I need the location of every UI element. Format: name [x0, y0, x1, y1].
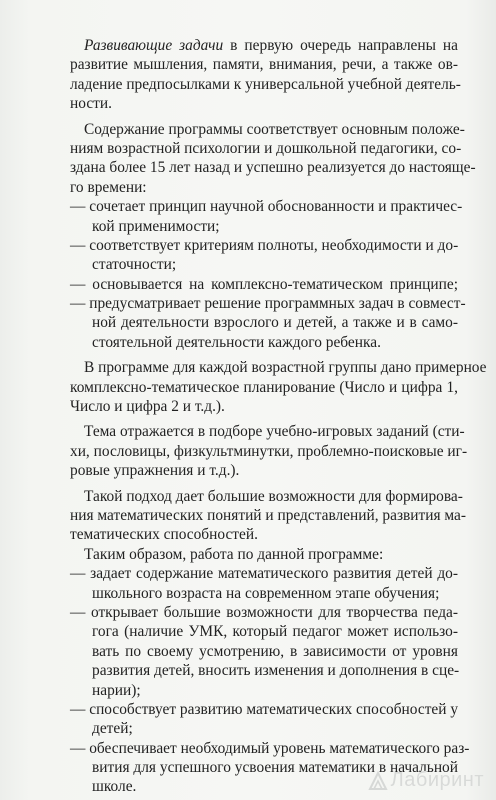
text-line: — основывается на комплексно-тематическом принципе; [70, 275, 458, 293]
text-line: комплексно-тематическое планирование (Число и цифра 1, [70, 378, 458, 396]
text-line: вития для успешного усвоения математики в начальной [92, 759, 458, 777]
text-line: Тема отражается в подборе учебно-игровых заданий (сти- [84, 423, 465, 441]
text-line: детей; [92, 720, 133, 738]
text-line: вать по своему усмотрению, в зависимости от уровня [92, 642, 458, 660]
text-line: Таким образом, работа по данной программе: [84, 545, 384, 563]
text-line: гога (наличие УМК, который педагог может использо- [92, 623, 458, 641]
text-line: ровые упражнения и т.д.). [70, 462, 240, 480]
text-line: кой применимости; [92, 217, 220, 235]
text-line: го времени: [70, 178, 147, 196]
text-line: — способствует развитию математических способностей у [70, 700, 459, 718]
text-line: статочности; [92, 256, 177, 274]
text-line: развития детей, вносить изменения и дополнения в сце- [92, 662, 460, 680]
text-line: развитие мышления, памяти, внимания, речи, а также ов- [70, 56, 458, 74]
text-line: школьного возраста на современном этапе обучения; [92, 584, 440, 602]
italic-term: Развивающие задачи [84, 37, 224, 54]
text-line: Содержание программы соответствует основным положе- [84, 120, 465, 138]
text-line: школе. [92, 778, 137, 796]
text-line: — задает содержание математического развития детей до- [70, 565, 458, 583]
text-line: Число и цифра 2 и т.д.). [70, 398, 225, 416]
text-line: — обеспечивает необходимый уровень математического раз- [70, 739, 470, 757]
text-line: хи, пословицы, физкультминутки, проблемно-поисковые иг- [70, 442, 468, 460]
text-line: Такой подход дает большие возможности для формирова- [84, 487, 463, 505]
page-text-body [70, 36, 487, 797]
text-line: — открывает большие возможности для творчества педа- [70, 603, 458, 621]
text-line: стоятельной деятельности каждого ребенка. [92, 333, 381, 351]
labyrinth-logo-icon [367, 770, 389, 792]
text-line: тематических способностей. [70, 526, 258, 544]
watermark [367, 769, 484, 792]
text-line: ния математических понятий и представлений, развития ма- [70, 506, 467, 524]
text-line: Развивающие задачи в первую очередь направлены на [84, 37, 458, 54]
text-line: ниям возрастной психологии и дошкольной педагогики, со- [70, 139, 462, 157]
text-line: В программе для каждой возрастной группы дано примерное [84, 359, 487, 377]
text-line: — соответствует критериям полноты, необходимости и до- [70, 236, 459, 254]
text-line: нарии); [92, 681, 141, 699]
text-line: ной деятельности взрослого и детей, а также и в само- [92, 314, 458, 332]
text-line: — предусматривает решение программных задач в совмест- [70, 295, 466, 313]
text-line: — сочетает принцип научной обоснованности и практичес- [70, 198, 463, 216]
text-line: ладение предпосылками к универсальной учебной деятель- [70, 75, 461, 93]
text-line: ности. [70, 95, 112, 113]
text-line: здана более 15 лет назад и успешно реализуется до настояще- [70, 159, 476, 177]
watermark-text: Лабиринт [390, 769, 484, 791]
